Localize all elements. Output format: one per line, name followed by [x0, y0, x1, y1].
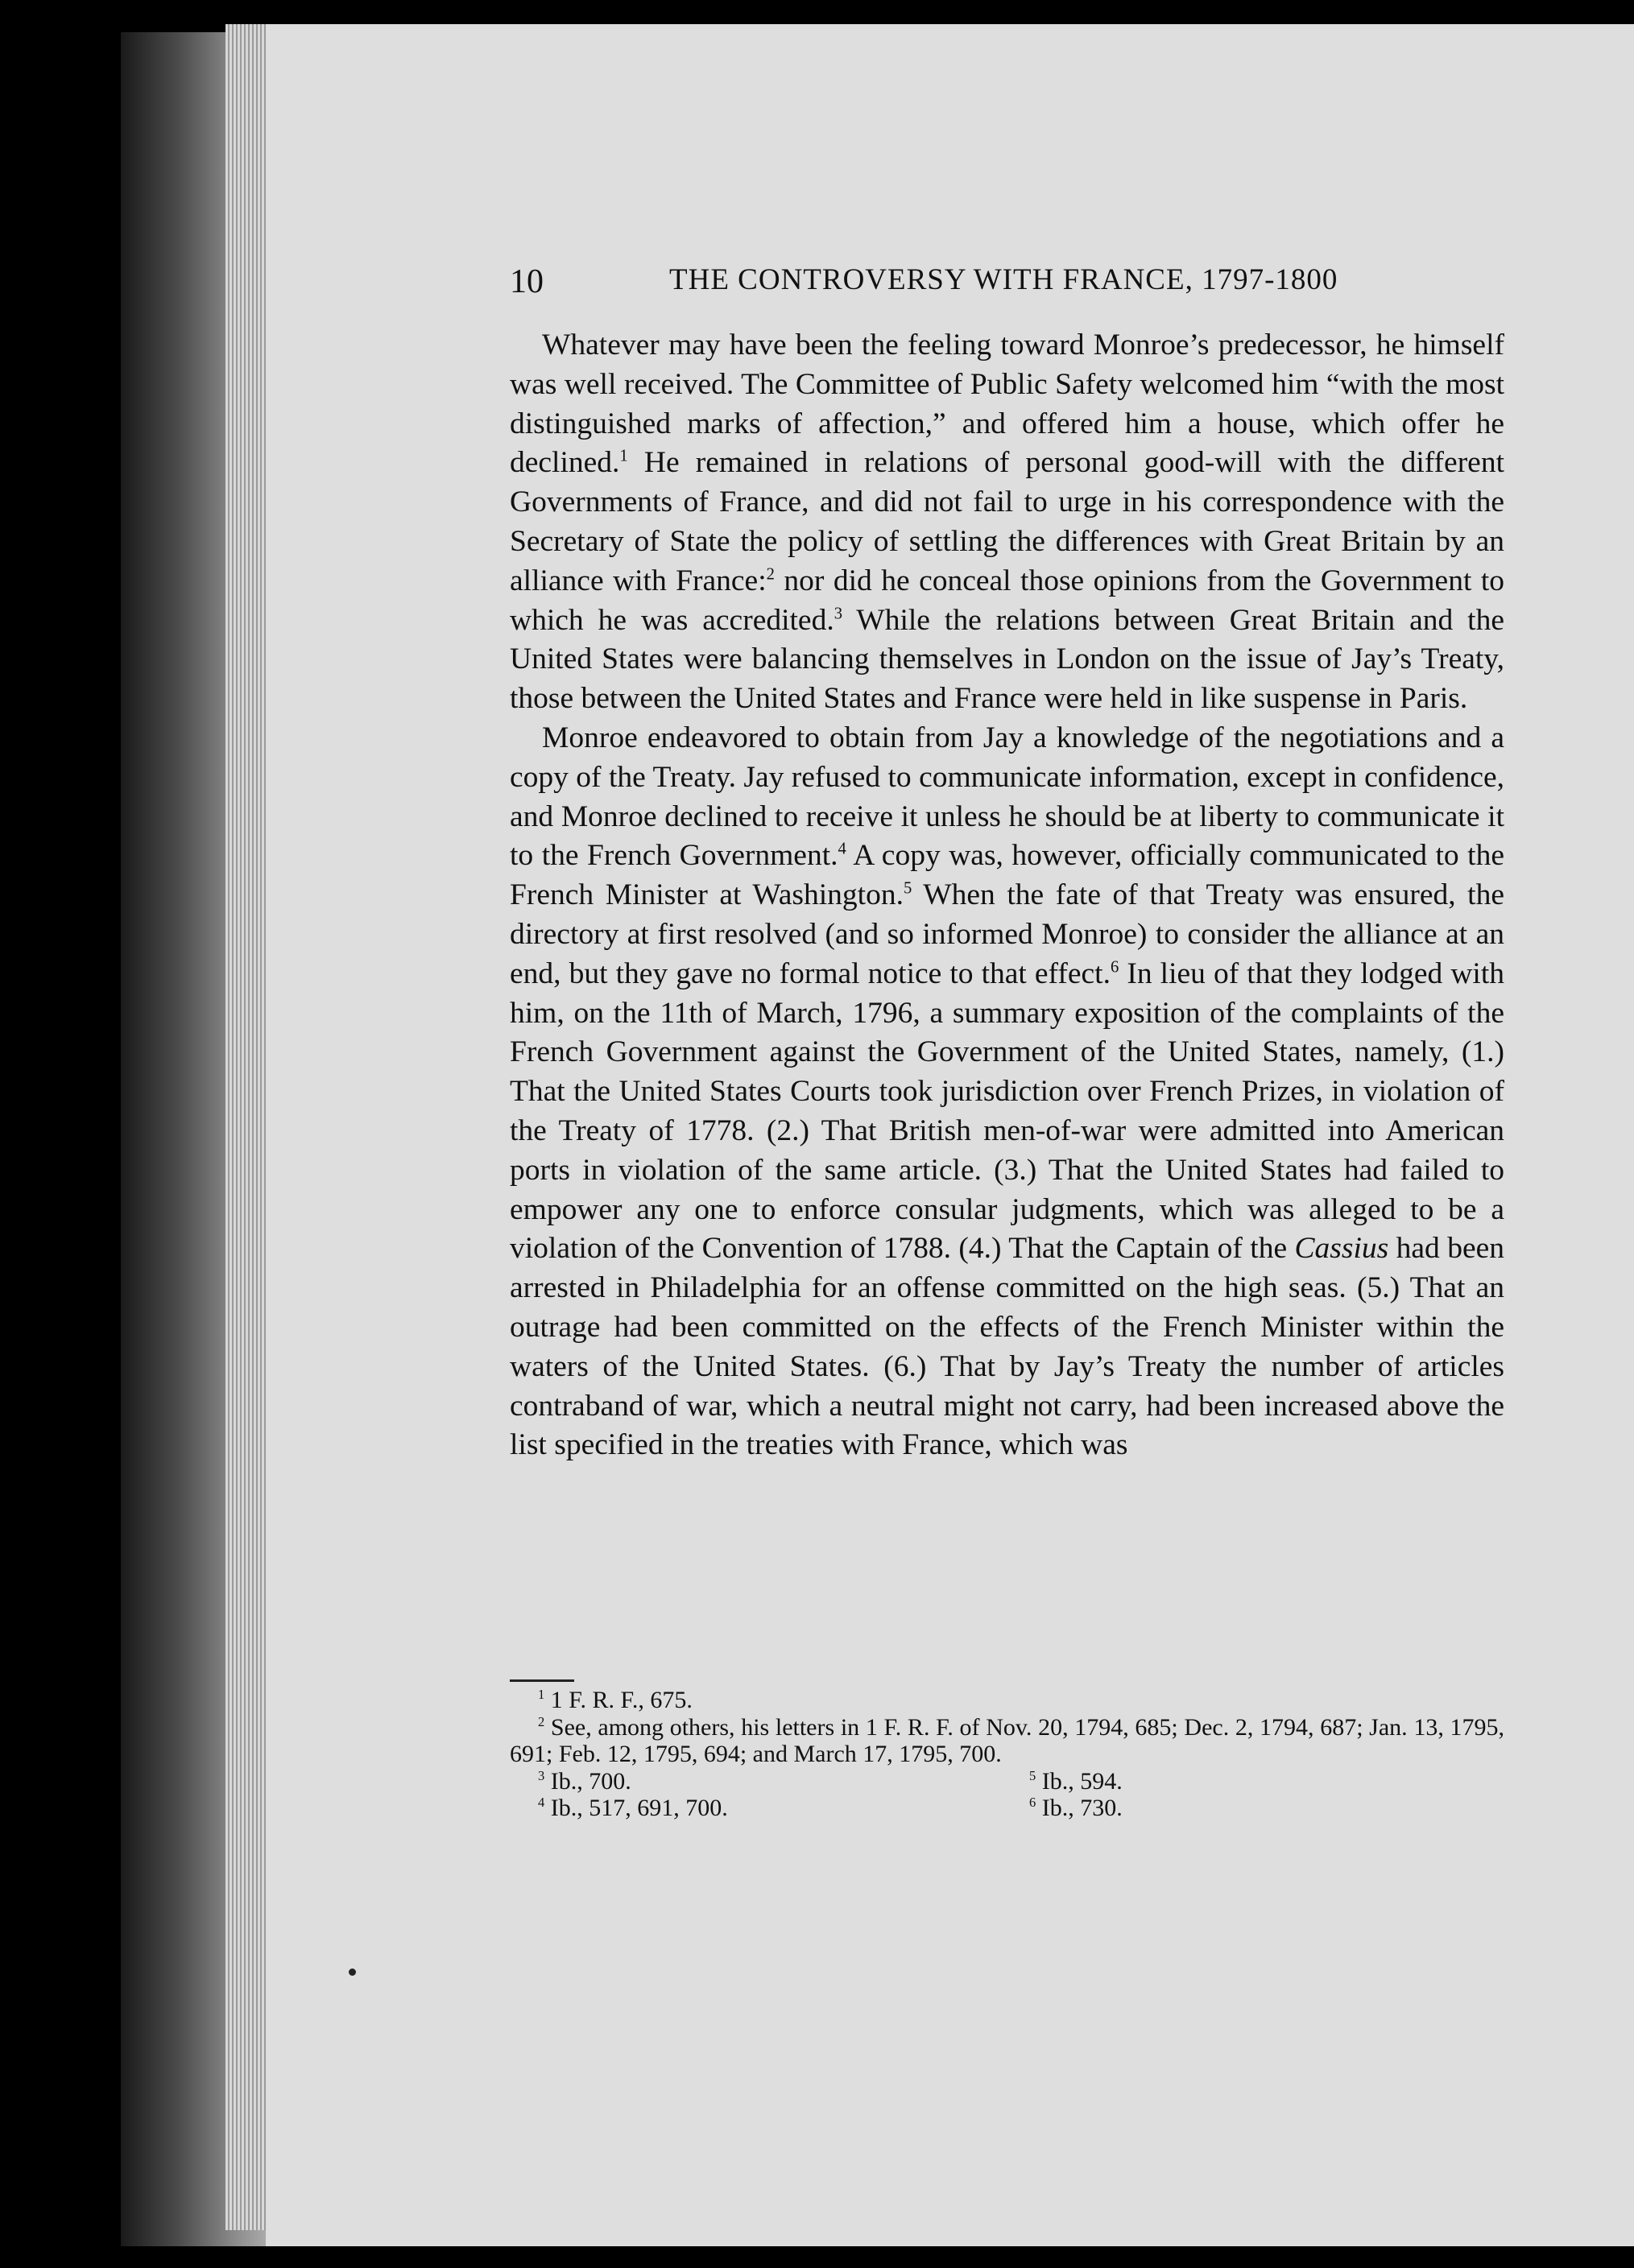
footnotes — [510, 1687, 1504, 1822]
footnote-text: Ib., 594. — [1041, 1767, 1123, 1795]
footnote-ref-3: 3 — [834, 605, 843, 623]
footnote-ref-1: 1 — [619, 447, 628, 465]
footnote-6 — [1001, 1795, 1492, 1822]
footnote-mark: 5 — [1029, 1767, 1036, 1783]
footnote-2 — [510, 1714, 1504, 1768]
footnote-ref-2: 2 — [766, 565, 775, 584]
paragraph-2-text-2: A copy was, however, officially communicated to the French Minister at Washington. — [510, 839, 1504, 912]
footnote-row — [510, 1795, 1504, 1822]
footnote-5 — [1001, 1768, 1492, 1795]
page-number: 10 — [510, 263, 544, 300]
footnote-1 — [510, 1687, 1504, 1714]
footnote-text: See, among others, his letters in 1 F. R. F. of Nov. 20, 1794, 685; Dec. 2, 1794, 687; Jan. 13, 1795, 691; Feb. 12, 1795, 694; and March 17, 1795, 700. — [510, 1713, 1505, 1767]
paragraph-2 — [510, 719, 1504, 1465]
body-text — [510, 326, 1504, 1465]
paragraph-1-text-1: Whatever may have been the feeling toward Monroe’s predecessor, he himself was well received. The Committee of Public Safety welcomed him “with the most distinguished marks of affection,” and offered him a house, which offer he declined. — [510, 328, 1504, 480]
footnote-mark: 3 — [538, 1767, 545, 1783]
footnote-text: Ib., 700. — [550, 1767, 631, 1795]
footnote-mark: 2 — [538, 1713, 545, 1729]
footnote-ref-4: 4 — [838, 840, 846, 858]
footnote-3 — [510, 1768, 1001, 1795]
paragraph-2-text-3: When the fate of that Treaty was ensured, the directory at first resolved (and so informed Monroe) to consider the alliance at an end, but they gave no formal notice to that effect. — [510, 878, 1504, 990]
scan-speck — [349, 1968, 356, 1976]
paragraph-2-text-1: Monroe endeavored to obtain from Jay a knowledge of the negotiations and a copy of the Treaty. Jay refused to communicate information, except in confidence, and Monroe declined to receive it unless he should be at liberty to communicate it to the French Government. — [510, 721, 1504, 873]
footnote-ref-5: 5 — [903, 879, 912, 898]
paragraph-1-text-4: While the relations between Great Britain and the United States were balancing themselves in London on the issue of Jay’s Treaty, those between the United States and France were held in like suspense in Paris. — [510, 603, 1504, 716]
footnote-text: Ib., 517, 691, 700. — [550, 1795, 728, 1821]
paragraph-2-text-4: In lieu of that they lodged with him, on the 11th of March, 1796, a summary exposition of the complaints of the French Government against the Government of the United States, namely, (1.) That the United States Courts took jurisdiction over French Prizes, in violation of the Treaty of 1778. (2.) That British men-of-war were admitted into American ports in violation of the same article. (3.) That the United States had failed to empower any one to enforce consular judgments, which was alleged to be a violation of the Convention of 1788. (4.) That the Captain of the — [510, 956, 1504, 1266]
page-header — [510, 258, 1504, 306]
footnote-mark: 4 — [538, 1795, 545, 1810]
footnote-ref-6: 6 — [1110, 958, 1119, 977]
running-head: THE CONTROVERSY WITH FRANCE, 1797-1800 — [669, 263, 1338, 296]
footnote-text: 1 F. R. F., 675. — [550, 1687, 693, 1713]
footnote-4 — [510, 1795, 1001, 1822]
footnote-text: Ib., 730. — [1041, 1795, 1123, 1821]
paragraph-1-text-2: He remained in relations of personal good-will with the different Governments of France, and did not fail to urge in his correspondence with the Secretary of State the policy of settling the differences with Great Britain by an alliance with France: — [510, 446, 1504, 597]
footnote-mark: 6 — [1029, 1795, 1036, 1810]
footnote-mark: 1 — [538, 1687, 545, 1702]
footnote-rule — [510, 1679, 574, 1682]
paragraph-1-text-3: nor did he conceal those opinions from the Government to which he was accredited. — [510, 564, 1504, 637]
paragraph-1 — [510, 326, 1504, 719]
paragraph-2-text-5: had been arrested in Philadelphia for an offense committed on the high seas. (5.) That an outrage had been committed on the effects of the French Minister within the waters of the United States. (6.) That by Jay’s Treaty the number of articles contraband of war, which a neutral might not carry, had been increased above the list specified in the treaties with France, which was — [510, 1232, 1504, 1462]
footnote-row — [510, 1768, 1504, 1795]
ship-name: Cassius — [1294, 1232, 1389, 1266]
